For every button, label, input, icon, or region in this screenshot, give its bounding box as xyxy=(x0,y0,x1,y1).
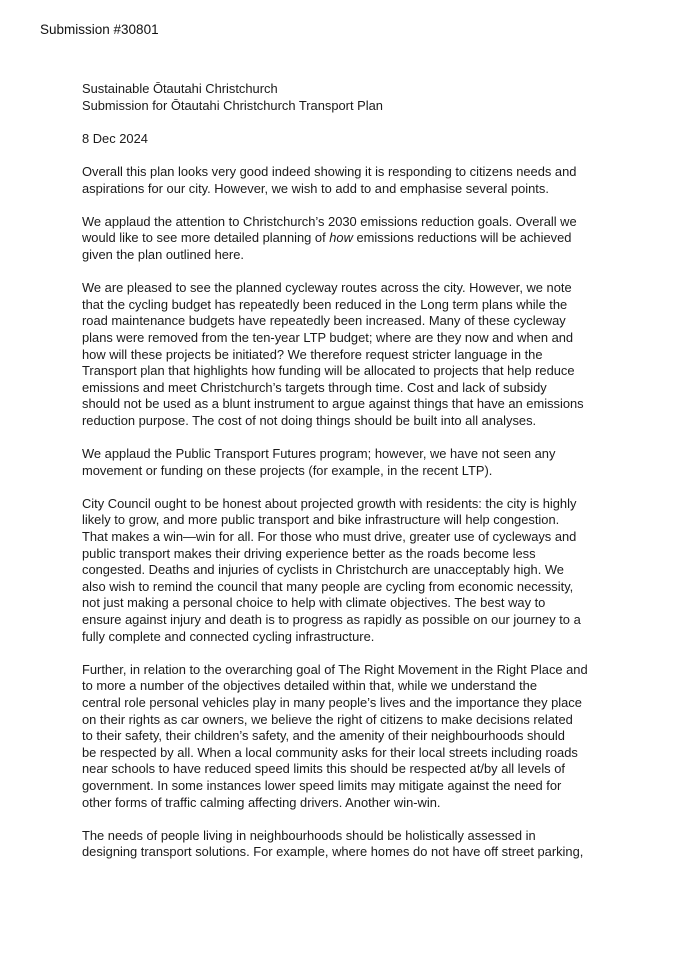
text-line: Further, in relation to the overarching goal of The Right Movement in the Right Place and xyxy=(82,661,588,677)
text-segment: would like to see more detailed planning of xyxy=(82,230,330,246)
text-line: aspirations for our city. However, we wish to add to and emphasise several points. xyxy=(82,180,549,196)
date-text: 8 Dec 2024 xyxy=(82,130,148,146)
text-line: reduction purpose. The cost of not doing things should be built into all analyses. xyxy=(82,412,537,428)
paragraph-growth xyxy=(82,496,602,645)
text-line: City Council ought to be honest about projected growth with residents: the city is highly xyxy=(82,495,577,511)
text-line: given the plan outlined here. xyxy=(82,246,244,262)
submission-id: Submission #30801 xyxy=(40,22,159,37)
text-line: other forms of traffic calming affecting drivers. Another win-win. xyxy=(82,794,441,810)
text-line: government. In some instances lower speed limits may mitigate against the need for xyxy=(82,777,562,793)
text-line: also wish to remind the council that many people are cycling from economic necessity, xyxy=(82,578,574,594)
text-line: be respected by all. When a local community asks for their local streets including roads xyxy=(82,744,578,760)
text-segment: emissions reductions will be achieved xyxy=(352,230,572,246)
text-line: not just making a personal choice to help with climate objectives. The best way to xyxy=(82,595,546,611)
text-line: congested. Deaths and injuries of cyclists in Christchurch are unacceptably high. We xyxy=(82,562,564,578)
text-line: plans were removed from the ten-year LTP budget; where are they now and when and xyxy=(82,329,574,345)
text-line: near schools to have reduced speed limits this should be respected at/by all levels of xyxy=(82,761,565,777)
paragraph-public-transport xyxy=(82,446,602,479)
text-line: central role personal vehicles play in many people’s lives and the importance they place xyxy=(82,694,582,710)
text-line: emissions and meet Christchurch’s targets through time. Cost and lack of subsidy xyxy=(82,379,547,395)
text-line: road maintenance budgets have repeatedly been increased. Many of these cycleway xyxy=(82,313,566,329)
text-line: public transport makes their driving experience better as the roads become less xyxy=(82,545,536,561)
text-line: We applaud the attention to Christchurch’s 2030 emissions reduction goals. Overall we xyxy=(82,213,577,229)
text-line: how will these projects be initiated? We therefore request stricter language in the xyxy=(82,346,543,362)
letter-header xyxy=(82,81,602,114)
submission-subject: Submission for Ōtautahi Christchurch Transport Plan xyxy=(82,97,383,113)
text-line: Transport plan that highlights how funding will be allocated to projects that help reduce xyxy=(82,363,575,379)
text-line: We applaud the Public Transport Futures program; however, we have not seen any xyxy=(82,446,556,462)
text-line: The needs of people living in neighbourhoods should be holistically assessed in xyxy=(82,827,536,843)
paragraph-emissions-goals xyxy=(82,214,602,264)
text-line: that the cycling budget has repeatedly been reduced in the Long term plans while the xyxy=(82,296,568,312)
paragraph-overall xyxy=(82,164,602,197)
text-line: Overall this plan looks very good indeed showing it is responding to citizens needs and xyxy=(82,163,577,179)
letter-body xyxy=(82,81,602,878)
text-line: ensure against injury and death is to progress as rapidly as possible on our journey to a xyxy=(82,612,581,627)
letter-date xyxy=(82,131,602,148)
organisation-name: Sustainable Ōtautahi Christchurch xyxy=(82,81,278,96)
text-line: on their rights as car owners, we believe the right of citizens to make decisions related xyxy=(82,711,573,727)
text-line: That makes a win—win for all. For those who must drive, greater use of cycleways and xyxy=(82,529,577,545)
text-line: to their safety, their children’s safety, and the amenity of their neighbourhoods should xyxy=(82,728,565,744)
text-line: fully complete and connected cycling infrastructure. xyxy=(82,628,375,644)
paragraph-cycleways xyxy=(82,280,602,429)
paragraph-neighbourhoods xyxy=(82,828,602,861)
emphasis-how: how xyxy=(329,230,353,246)
text-line-with-emphasis xyxy=(82,230,602,247)
text-line: We are pleased to see the planned cycleway routes across the city. However, we note xyxy=(82,280,572,296)
text-line: designing transport solutions. For example, where homes do not have off street parking, xyxy=(82,844,584,860)
text-line: movement or funding on these projects (for example, in the recent LTP). xyxy=(82,462,493,478)
text-line: to more a number of the objectives detailed within that, while we understand the xyxy=(82,678,538,694)
text-line: should not be used as a blunt instrument to argue against things that have an emissions xyxy=(82,396,584,412)
text-line: likely to grow, and more public transport and bike infrastructure will help congestion. xyxy=(82,512,560,528)
paragraph-right-movement xyxy=(82,662,602,811)
